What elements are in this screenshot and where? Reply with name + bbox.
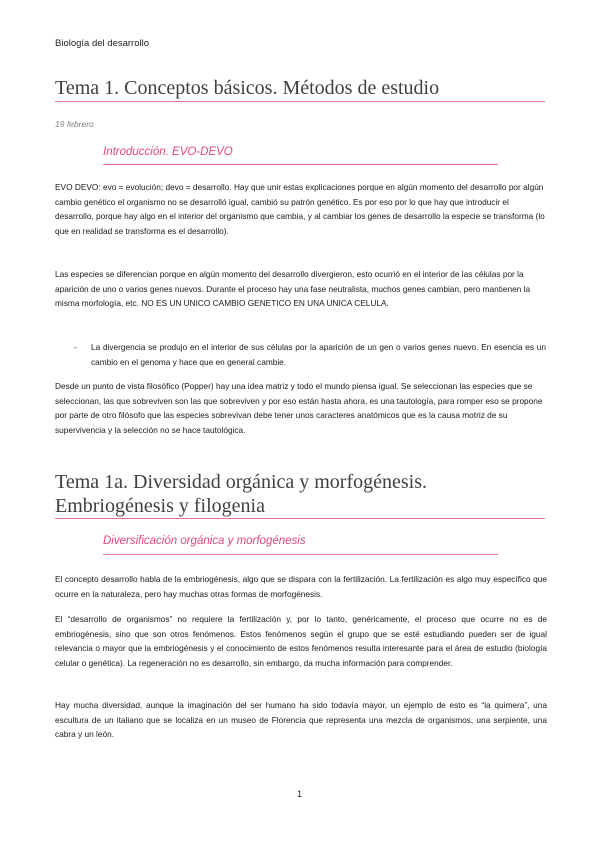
- diversificacion-section-title: Diversificación orgánica y morfogénesis: [103, 535, 306, 547]
- intro-section-title: Introducción. EVO-DEVO: [103, 146, 233, 158]
- bullet-text: La divergencia se produjo en el interior de sus células por la aparición de un gen o varios genes nuevo. En esencia es un cambio en el genoma y hace que en general cambie.: [91, 342, 546, 367]
- tema1a-title-line2: Embriogénesis y filogenia: [55, 495, 265, 517]
- paragraph-embriogenesis: El concepto desarrollo habla de la embriogénesis, algo que se dispara con la fertilización. La fertilización es algo muy específico que ocurre en la naturaleza, pero hay muchas otras formas de morfogénesis.: [55, 574, 547, 599]
- date-label: 19 febrero: [55, 119, 94, 129]
- tema1-title-rule: [55, 101, 545, 102]
- tema1-title: Tema 1. Conceptos básicos. Métodos de estudio: [55, 77, 440, 99]
- paragraph-quimera: Hay mucha diversidad, aunque la imaginación del ser humano ha sido todavía mayor, un ejemplo de esto es “la quimera”, una escultura de un italiano que se localiza en un museo de Florencia que representa una mezcla de organismos, una serpiente, una cabra y un león.: [55, 700, 547, 740]
- running-header: Biología del desarrollo: [55, 38, 150, 49]
- bullet-dash: -: [74, 342, 77, 352]
- tema1a-title-rule: [55, 518, 545, 519]
- paragraph-popper: Desde un punto de vista filosófico (Popper) hay una idea matriz y todo el mundo piensa igual. Se seleccionan las especies que se seleccionan, las que sobreviven son las que sobreviven y por eso están hasta ahora, es una tautología, para romper eso se propone por parte de otro filósofo que las especies sobrevivan debe tener unos caracteres anatómicos que es la causa motriz de su supervivencia y la selección no se hace tautológica.: [55, 381, 543, 435]
- tema1a-title-line1: Tema 1a. Diversidad orgánica y morfogénesis.: [55, 471, 428, 493]
- paragraph-evo-devo: EVO DEVO: evo = evolución; devo = desarrollo. Hay que unir estas explicaciones porque en algún momento del desarrollo por algún cambio genético el organismo no se desarrolló igual, cambió su patrón genético. Es por eso por lo que hay que introducir el desarrollo, porque hay algo en el interior del organismo que cambia, y al cambiar los genes de desarrollo la especie se transforma (lo que en realidad se transforma es el desarrollo).: [55, 182, 545, 236]
- page-number: 1: [296, 789, 302, 799]
- diversificacion-section-rule: [103, 554, 498, 555]
- intro-section-rule: [103, 164, 498, 165]
- paragraph-especies: Las especies se diferencian porque en algún momento del desarrollo divergieron, esto ocurrió en el interior de las células por la aparición de uno o varios genes nuevos. Durante el proceso hay una fase neutralista, muchos genes cambian, pero mantienen la misma morfología, etc. NO ES UN UNICO CAMBIO GENETICO EN UNA UNICA CELULA.: [55, 269, 531, 309]
- paragraph-organismos: El “desarrollo de organismos” no requiere la fertilización y, por lo tanto, genéricamente, el proceso que ocurre no es de embriogénesis, sino que son otros fenómenos. Estos fenómenos según el grupo que se esté estudiando pueden ser de igual relevancia o mayor que la embriogénesis y el conocimiento de estos fenómenos resulta interesante para el área de estudio (biología celular o genética). La regeneración no es desarrollo, sin embargo, da mucha información para comprender.: [55, 614, 547, 668]
